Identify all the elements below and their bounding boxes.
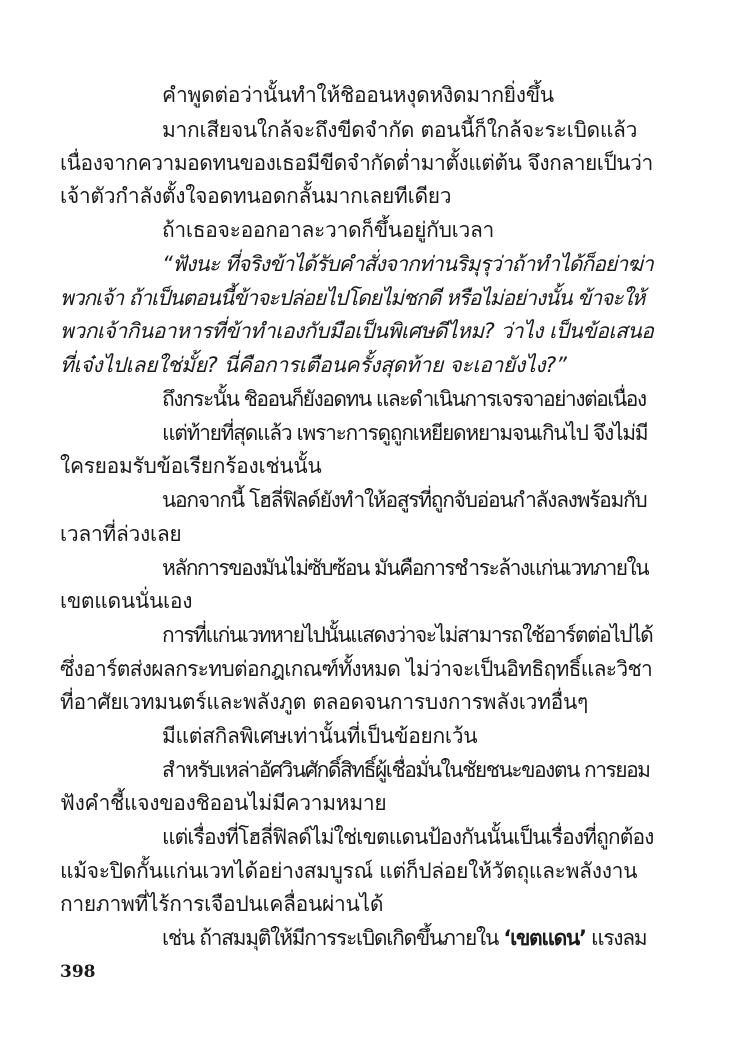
line-19: ที่อาศัยเวทมนตร์และพลังภูต ตลอดจนการบงการพลังเวทอื่นๆ	[60, 690, 589, 714]
line-13: นอกจากนี้ โฮลี่ฟิลด์ยังทำให้อสูรที่ถูกจับอ่อนกำลังลงพร้อมกับ	[162, 488, 647, 512]
line-22: ฟังคำชี้แจงของชิออนไม่มีความหมาย	[60, 791, 387, 815]
line-10: ถึงกระนั้น ชิออนก็ยังอดทน และดำเนินการเจรจาอย่างต่อเนื่อง	[162, 387, 646, 411]
line-17: การที่แก่นเวทหายไปนั้นแสดงว่าจะไม่สามารถใช้อาร์ตต่อไปได้	[162, 623, 653, 647]
line-2: มากเสียจนใกล้จะถึงขีดจำกัด ตอนนี้ก็ใกล้จะระเบิดแล้ว	[162, 118, 638, 142]
line-26-bold-term: ‘เขตแดน’	[503, 926, 586, 950]
page-number: 398	[60, 962, 96, 982]
line-20: มีแต่สกิลพิเศษเท่านั้นที่เป็นข้อยกเว้น	[162, 724, 478, 748]
line-26	[162, 925, 646, 951]
line-14: เวลาที่ล่วงเลย	[60, 522, 182, 546]
line-18: ซึ่งอาร์ตส่งผลกระทบต่อกฎเกณฑ์ทั้งหมด ไม่ว่าจะเป็นอิทธิฤทธิ์และวิชา	[60, 657, 653, 681]
line-16: เขตแดนนั่นเอง	[60, 589, 193, 613]
line-4: เจ้าตัวกำลังตั้งใจอดทนอดกลั้นมากเลยทีเดียว	[60, 184, 452, 208]
line-21: สำหรับเหล่าอัศวินศักดิ์สิทธิ์ผู้เชื่อมั่นในชัยชนะของตน การยอม	[162, 758, 650, 782]
quote-line-1: “ฟังนะ ที่จริงข้าได้รับคำสั่งจากท่านริมุรุว่าถ้าทำได้ก็อย่าฆ่า	[162, 252, 653, 276]
line-1: คำพูดต่อว่านั้นทำให้ชิออนหงุดหงิดมากยิ่งขึ้น	[162, 83, 554, 107]
line-3: เนื่องจากความอดทนของเธอมีขีดจำกัดต่ำมาตั้งแต่ต้น จึงกลายเป็นว่า	[60, 151, 653, 175]
quote-line-3: พวกเจ้ากินอาหารที่ข้าทำเองกับมือเป็นพิเศษดีไหม? ว่าไง เป็นข้อเสนอ	[60, 319, 654, 343]
line-11: แต่ท้ายที่สุดแล้ว เพราะการดูถูกเหยียดหยามจนเกินไป จึงไม่มี	[162, 421, 648, 445]
line-15: หลักการของมันไม่ซับซ้อน มันคือการชำระล้างแก่นเวทภายใน	[162, 556, 649, 580]
line-5: ถ้าเธอจะออกอาละวาดก็ขึ้นอยู่กับเวลา	[162, 218, 495, 242]
line-12: ใครยอมรับข้อเรียกร้องเช่นนั้น	[60, 454, 322, 478]
line-24: แม้จะปิดกั้นแก่นเวทได้อย่างสมบูรณ์ แต่ก็ปล่อยให้วัตถุและพลังงาน	[60, 859, 638, 883]
line-23: แต่เรื่องที่โฮลี่ฟิลด์ไม่ใช่เขตแดนป้องกันนั้นเป็นเรื่องที่ถูกต้อง	[162, 825, 654, 849]
quote-line-2: พวกเจ้า ถ้าเป็นตอนนี้ข้าจะปล่อยไปโดยไม่ชกดี หรือไม่อย่างนั้น ข้าจะให้	[60, 286, 645, 310]
quote-line-4: ที่เจ๋งไปเลยใช่มั้ย? นี่คือการเตือนครั้งสุดท้าย จะเอายังไง?”	[60, 353, 567, 377]
line-26-start: เช่น ถ้าสมมุติให้มีการระเบิดเกิดขึ้นภายใน	[162, 926, 504, 950]
line-25: กายภาพที่ไร้การเจือปนเคลื่อนผ่านได้	[60, 892, 384, 916]
line-26-end: แรงลม	[585, 926, 647, 950]
